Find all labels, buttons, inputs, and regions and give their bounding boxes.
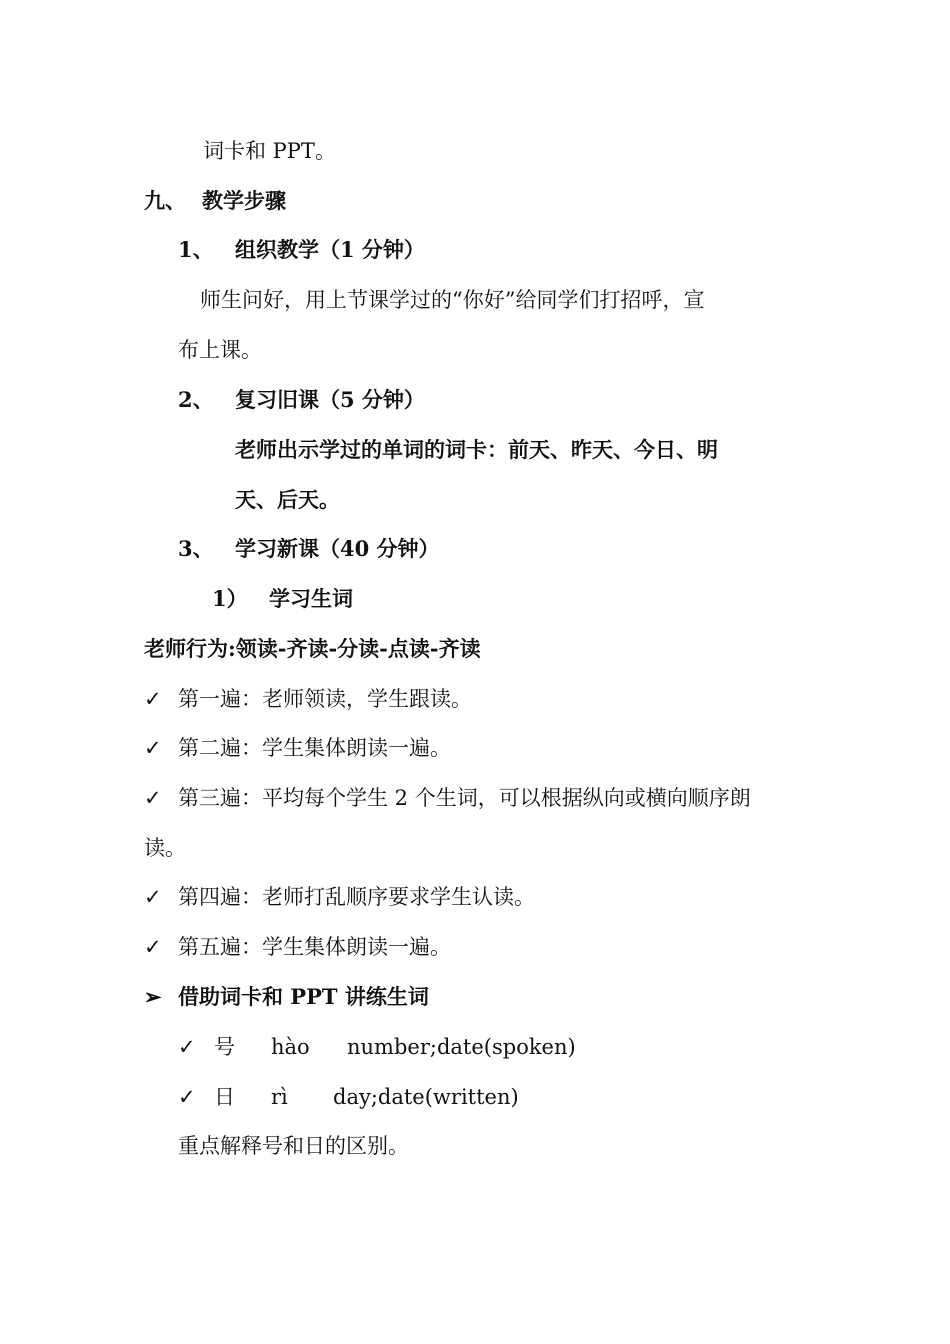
substep-heading-1 [212, 584, 353, 614]
check-icon: ✓ [144, 935, 162, 959]
paragraph-line: 布上课。 [178, 338, 262, 362]
step-title: 组织教学（1 分钟） [235, 237, 425, 262]
continued-line: 词卡和 PPT。 [203, 139, 336, 163]
teacher-behavior-line: 老师行为:领读-齐读-分读-点读-齐读 [144, 636, 481, 661]
step-number: 2、 [178, 387, 214, 412]
substep-title: 学习生词 [269, 586, 353, 611]
checklist-item [144, 882, 535, 912]
check-icon: ✓ [144, 736, 162, 760]
checklist-item [144, 783, 751, 813]
checklist-text: 第二遍：学生集体朗读一遍。 [178, 736, 451, 760]
arrow-bullet-text: 借助词卡和 PPT 讲练生词 [178, 984, 429, 1009]
step-number: 1、 [178, 237, 214, 262]
arrow-bullet-icon: ➢ [144, 984, 162, 1009]
vocab-meaning: number;date(spoken) [347, 1035, 576, 1059]
vocab-character: 日 [214, 1085, 235, 1109]
vocab-meaning: day;date(written) [333, 1085, 519, 1109]
check-icon: ✓ [178, 1035, 196, 1059]
vocab-pinyin: rì [271, 1085, 288, 1109]
vocab-pinyin: hào [271, 1035, 310, 1059]
paragraph-line: 重点解释号和日的区别。 [178, 1134, 409, 1158]
step-number: 3、 [178, 536, 214, 561]
checklist-text: 第四遍：老师打乱顺序要求学生认读。 [178, 885, 535, 909]
section-number: 九、 [144, 188, 186, 213]
step-title: 学习新课（40 分钟） [235, 536, 440, 561]
check-icon: ✓ [144, 687, 162, 711]
vocab-character: 号 [214, 1035, 235, 1059]
checklist-item [144, 733, 451, 763]
section-heading-9 [144, 186, 286, 216]
checklist-continuation: 读。 [144, 836, 186, 860]
arrow-bullet-item [144, 982, 429, 1012]
checklist-item [144, 684, 472, 714]
checklist-text: 第三遍：平均每个学生 2 个生词，可以根据纵向或横向顺序朗 [178, 786, 751, 810]
paragraph-line-bold: 天、后天。 [235, 487, 340, 512]
checklist-text: 第五遍：学生集体朗读一遍。 [178, 935, 451, 959]
step-title: 复习旧课（5 分钟） [235, 387, 425, 412]
checklist-item [144, 932, 451, 962]
paragraph-line-bold: 老师出示学过的单词的词卡：前天、昨天、今日、明 [235, 437, 718, 462]
paragraph-line: 师生问好，用上节课学过的“你好”给同学们打招呼，宣 [200, 288, 705, 312]
step-heading-1 [178, 235, 425, 265]
section-title: 教学步骤 [202, 188, 286, 213]
check-icon: ✓ [144, 885, 162, 909]
substep-number: 1） [212, 586, 248, 611]
check-icon: ✓ [178, 1085, 196, 1109]
step-heading-3 [178, 534, 440, 564]
check-icon: ✓ [144, 786, 162, 810]
checklist-text: 第一遍：老师领读，学生跟读。 [178, 687, 472, 711]
step-heading-2 [178, 385, 425, 415]
